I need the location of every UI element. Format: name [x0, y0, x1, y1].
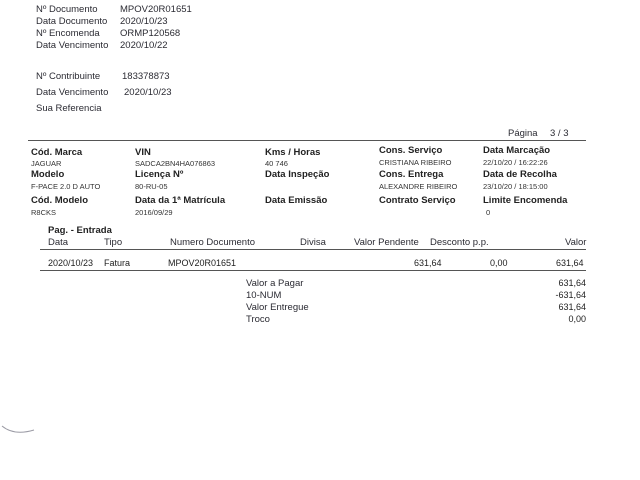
- doc-date-value: 2020/10/23: [120, 16, 168, 27]
- col-header-value: Valor: [565, 237, 587, 248]
- license-value: 80-RU-05: [135, 182, 168, 191]
- row-pending: 631,64: [414, 258, 442, 268]
- tax-due-date-label: Data Vencimento: [36, 87, 109, 98]
- kms-label: Kms / Horas: [265, 147, 321, 158]
- doc-date-label: Data Documento: [36, 16, 108, 27]
- kms-value: 40 746: [265, 159, 288, 168]
- col-header-currency: Divisa: [300, 237, 326, 248]
- booking-date-label: Data Marcação: [483, 145, 551, 156]
- payment-method-label: 10-NUM: [246, 290, 282, 301]
- col-header-type: Tipo: [104, 237, 123, 248]
- amount-delivered-value: 631,64: [558, 302, 586, 312]
- doc-number-value: MPOV20R01651: [120, 4, 192, 15]
- top-divider: [28, 140, 586, 141]
- row-value: 631,64: [556, 258, 584, 268]
- delivery-advisor-label: Cons. Entrega: [379, 169, 444, 180]
- first-registration-label: Data da 1ª Matrícula: [135, 195, 226, 206]
- doc-number-label: Nº Documento: [36, 4, 98, 15]
- vin-value: SADCA2BN4HA076863: [135, 159, 216, 168]
- model-value: F-PACE 2.0 D AUTO: [31, 182, 101, 191]
- col-header-discount: Desconto p.p.: [430, 237, 489, 248]
- amount-due-value: 631,64: [558, 278, 586, 288]
- your-reference-label: Sua Referencia: [36, 103, 102, 114]
- order-number-value: ORMP120568: [120, 28, 181, 39]
- service-advisor-label: Cons. Serviço: [379, 145, 443, 156]
- row-type: Fatura: [104, 258, 131, 268]
- brand-code-value: JAGUAR: [31, 159, 62, 168]
- delivery-advisor-value: ALEXANDRE RIBEIRO: [379, 182, 458, 191]
- due-date-label: Data Vencimento: [36, 40, 109, 51]
- order-limit-label: Limite Encomenda: [483, 195, 568, 206]
- first-registration-value: 2016/09/29: [135, 208, 173, 217]
- col-header-doc-number: Numero Documento: [170, 237, 256, 248]
- model-label: Modelo: [31, 169, 65, 180]
- tax-due-date-value: 2020/10/23: [124, 87, 172, 98]
- col-header-date: Data: [48, 237, 69, 248]
- table-row-divider: [40, 270, 586, 271]
- payment-method-value: -631,64: [555, 290, 586, 300]
- row-discount: 0,00: [490, 258, 508, 268]
- scan-mark: [0, 424, 36, 454]
- model-code-label: Cód. Modelo: [31, 195, 88, 206]
- change-label: Troco: [246, 314, 270, 325]
- col-header-pending: Valor Pendente: [354, 237, 419, 248]
- table-header-divider: [40, 249, 586, 250]
- order-limit-value: 0: [486, 208, 491, 217]
- brand-code-label: Cód. Marca: [31, 147, 83, 158]
- change-value: 0,00: [568, 314, 586, 324]
- payments-section-title: Pag. - Entrada: [48, 225, 112, 236]
- order-number-label: Nº Encomenda: [36, 28, 100, 39]
- pickup-date-label: Data de Recolha: [483, 169, 557, 180]
- vin-label: VIN: [135, 147, 151, 158]
- page-label: Página: [508, 128, 538, 139]
- amount-delivered-label: Valor Entregue: [246, 302, 309, 313]
- model-code-value: R8CKS: [31, 208, 57, 217]
- booking-date-value: 22/10/20 / 16:22:26: [483, 158, 548, 167]
- issue-date-label: Data Emissão: [265, 195, 328, 206]
- due-date-value: 2020/10/22: [120, 40, 168, 51]
- taxpayer-label: Nº Contribuinte: [36, 71, 101, 82]
- license-label: Licença Nº: [135, 169, 184, 180]
- inspection-date-label: Data Inspeção: [265, 169, 330, 180]
- service-advisor-value: CRISTIANA RIBEIRO: [379, 158, 452, 167]
- row-date: 2020/10/23: [48, 258, 94, 268]
- pickup-date-value: 23/10/20 / 18:15:00: [483, 182, 548, 191]
- row-doc-number: MPOV20R01651: [168, 258, 237, 268]
- taxpayer-value: 183378873: [122, 71, 170, 82]
- amount-due-label: Valor a Pagar: [246, 278, 304, 289]
- service-contract-label: Contrato Serviço: [379, 195, 456, 206]
- page-value: 3 / 3: [550, 128, 569, 139]
